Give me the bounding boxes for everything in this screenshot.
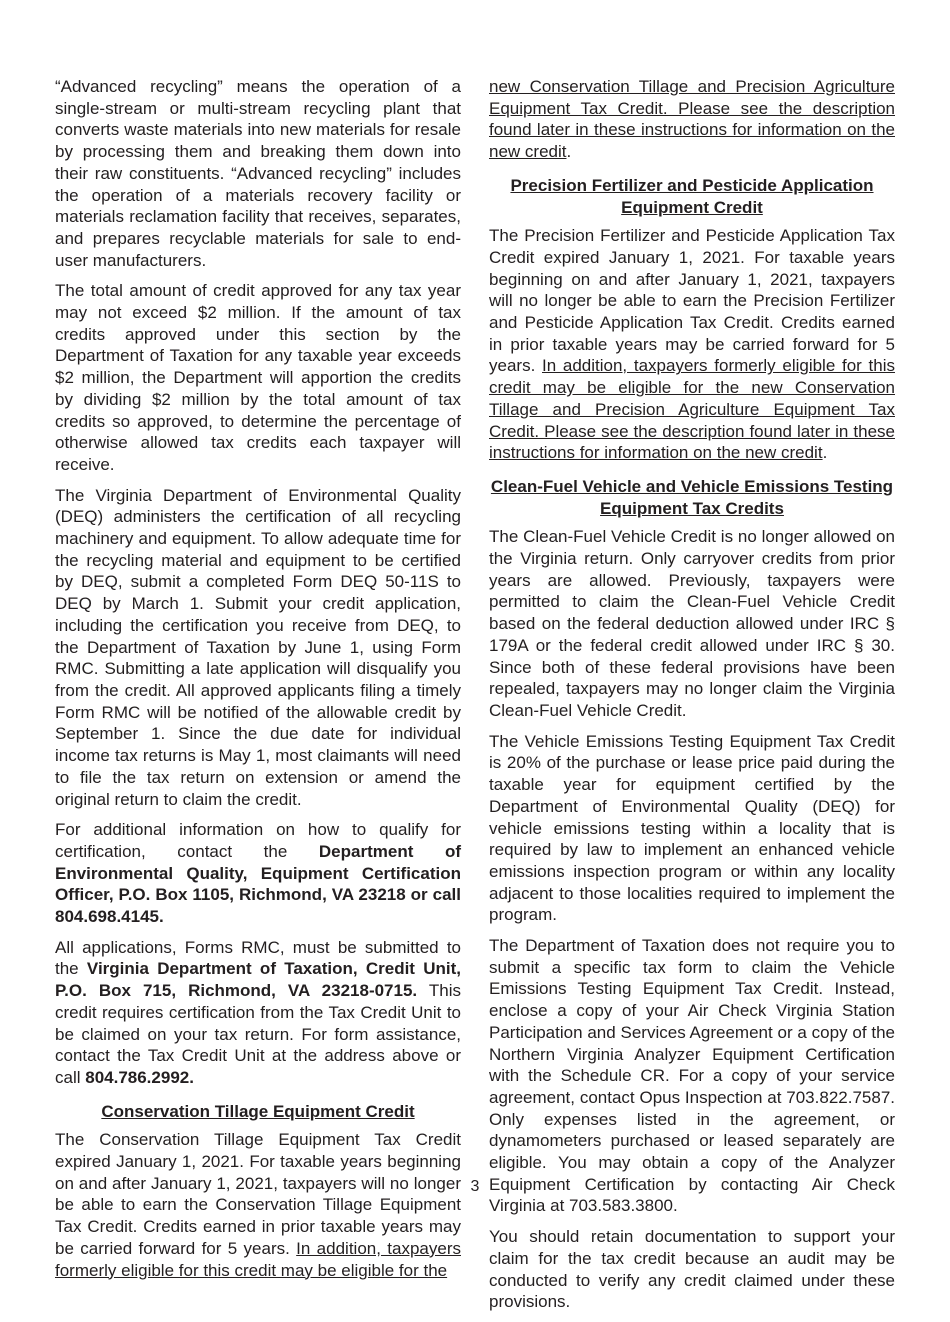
bold-text: Virginia Department of Taxation, Credit Unit, P.O. Box 715, Richmond, VA 23218-0715. bbox=[55, 959, 461, 1001]
text: Clean-Fuel Vehicle and Vehicle Emissions Testing Equipment Tax Credits bbox=[490, 476, 894, 518]
paragraph bbox=[55, 937, 461, 1089]
right-column bbox=[489, 76, 895, 1322]
text: . bbox=[566, 142, 572, 162]
text: All applications, Forms RMC, must be submitted to the bbox=[55, 937, 461, 979]
underlined-text: In addition, taxpayers formerly eligible for this credit may be eligible for the new Conservation Tillage and Precision Agriculture Equipment Tax Credit. Please see the description found later in these instructions for information on the new credit bbox=[489, 356, 895, 463]
paragraph bbox=[55, 485, 461, 811]
underlined-text: new Conservation Tillage and Precision Agriculture Equipment Tax Credit. Please see the description found later in these instructions for information on the new credit bbox=[489, 77, 895, 162]
text: “Advanced recycling” means the operation of a single-stream or multi-stream recycling plant that converts waste materials into new materials for resale by processing them and breaking them down into their raw constituents. “Advanced recycling” includes the operation of a materials recovery facility or materials reclamation facility that receives, separates, and prepares recyclable materials for sale to end-user manufacturers. bbox=[55, 77, 461, 270]
section-heading bbox=[55, 1101, 461, 1123]
paragraph bbox=[489, 1226, 895, 1313]
text: The total amount of credit approved for any tax year may not exceed $2 million. If the amount of tax credits approved under this section by the Department of Taxation for any taxable year exceeds $2 million, the Department will apportion the credits by dividing $2 million by the total amount of tax credits so approved, to determine the percentage of otherwise allowed tax credits each taxpayer will receive. bbox=[55, 281, 461, 474]
paragraph bbox=[55, 76, 461, 271]
text: Conservation Tillage Equipment Credit bbox=[101, 1101, 415, 1121]
underlined-text: In addition, taxpayers formerly eligible for this credit may be eligible for the bbox=[55, 1238, 461, 1280]
paragraph bbox=[489, 526, 895, 721]
text: The Precision Fertilizer and Pesticide Application Tax Credit expired January 1, 2021. For taxable years beginning on and after January 1, 2021, taxpayers will no longer be able to earn the Precision Fertilizer and Pesticide Application Tax Credit. Credits earned in prior taxable years may be carried forward for 5 years. bbox=[489, 226, 895, 376]
paragraph bbox=[489, 731, 895, 926]
paragraph bbox=[55, 1129, 461, 1281]
text: The Department of Taxation does not require you to submit a specific tax form to claim the Vehicle Emissions Testing Equipment Tax Credit. Instead, enclose a copy of your Air Check Virginia Station Participation and Services Agreement or a copy of the Northern Virginia Analyzer Equipment Certification with the Schedule CR. For a copy of your service agreement, contact Opus Inspection at 703.822.7587. Only expenses listed in the agreement, or dynamometers purchased or leased separately are eligible. You may obtain a copy of the Analyzer Equipment Certification by contacting Air Check Virginia at 703.583.3800. bbox=[489, 936, 895, 1216]
text: The Vehicle Emissions Testing Equipment Tax Credit is 20% of the purchase or lease price paid during the taxable year for equipment certified by the Department of Environmental Quality (DEQ) for vehicle emissions testing within a locality that is required by law to implement an enhanced vehicle emissions inspection program or within any locality adjacent to those localities required to implement the program. bbox=[489, 731, 895, 925]
bold-text: Department of Environmental Quality, Equipment Certification Officer, P.O. Box 1105, Richmond, VA 23218 or call 804.698.4145. bbox=[55, 841, 461, 927]
text: The Conservation Tillage Equipment Tax Credit expired January 1, 2021. For taxable years beginning on and after January 1, 2021, taxpayers will no longer be able to earn the Conservation Tillage Equipment Tax Credit. Credits earned in prior taxable years may be carried forward for 5 years. bbox=[55, 1130, 461, 1258]
left-column bbox=[55, 76, 461, 1290]
text: . bbox=[822, 443, 828, 463]
paragraph bbox=[55, 819, 461, 928]
page-number: 3 bbox=[470, 1178, 480, 1195]
text: Precision Fertilizer and Pesticide Application Equipment Credit bbox=[510, 175, 874, 217]
paragraph bbox=[489, 225, 895, 464]
text: You should retain documentation to support your claim for the tax credit because an audit may be conducted to verify any credit claimed under these provisions. bbox=[489, 1227, 895, 1312]
paragraph bbox=[489, 935, 895, 1217]
section-heading bbox=[489, 175, 895, 218]
text: This credit requires certification from the Tax Credit Unit to be claimed on your tax return. For form assistance, contact the Tax Credit Unit at the address above or call bbox=[55, 981, 461, 1087]
paragraph bbox=[55, 280, 461, 475]
bold-text: 804.786.2992. bbox=[85, 1067, 194, 1087]
section-heading bbox=[489, 476, 895, 519]
paragraph bbox=[489, 76, 895, 163]
text: The Clean-Fuel Vehicle Credit is no longer allowed on the Virginia return. Only carryover credits from prior years are allowed. Previously, taxpayers were permitted to claim the Clean-Fuel Vehicle Credit based on the federal deduction allowed under IRC § 179A or the federal credit allowed under IRC § 30. Since both of these federal provisions have been repealed, taxpayers may no longer claim the Virginia Clean-Fuel Vehicle Credit. bbox=[489, 527, 895, 720]
text: For additional information on how to qualify for certification, contact the bbox=[55, 820, 461, 861]
text: The Virginia Department of Environmental Quality (DEQ) administers the certification of all recycling machinery and equipment. To allow adequate time for the recycling material and equipment to be certified by DEQ, submit a completed Form DEQ 50-11S to DEQ by March 1. Submit your credit application, including the certification you receive from DEQ, to the Department of Taxation by June 1, using Form RMC. Submitting a late application will disqualify you from the credit. All approved applicants filing a timely Form RMC will be notified of the allowable credit by September 1. Since the due date for individual income tax returns is May 1, most claimants will need to file the tax return on extension or amend the original return to claim the credit. bbox=[55, 485, 461, 809]
